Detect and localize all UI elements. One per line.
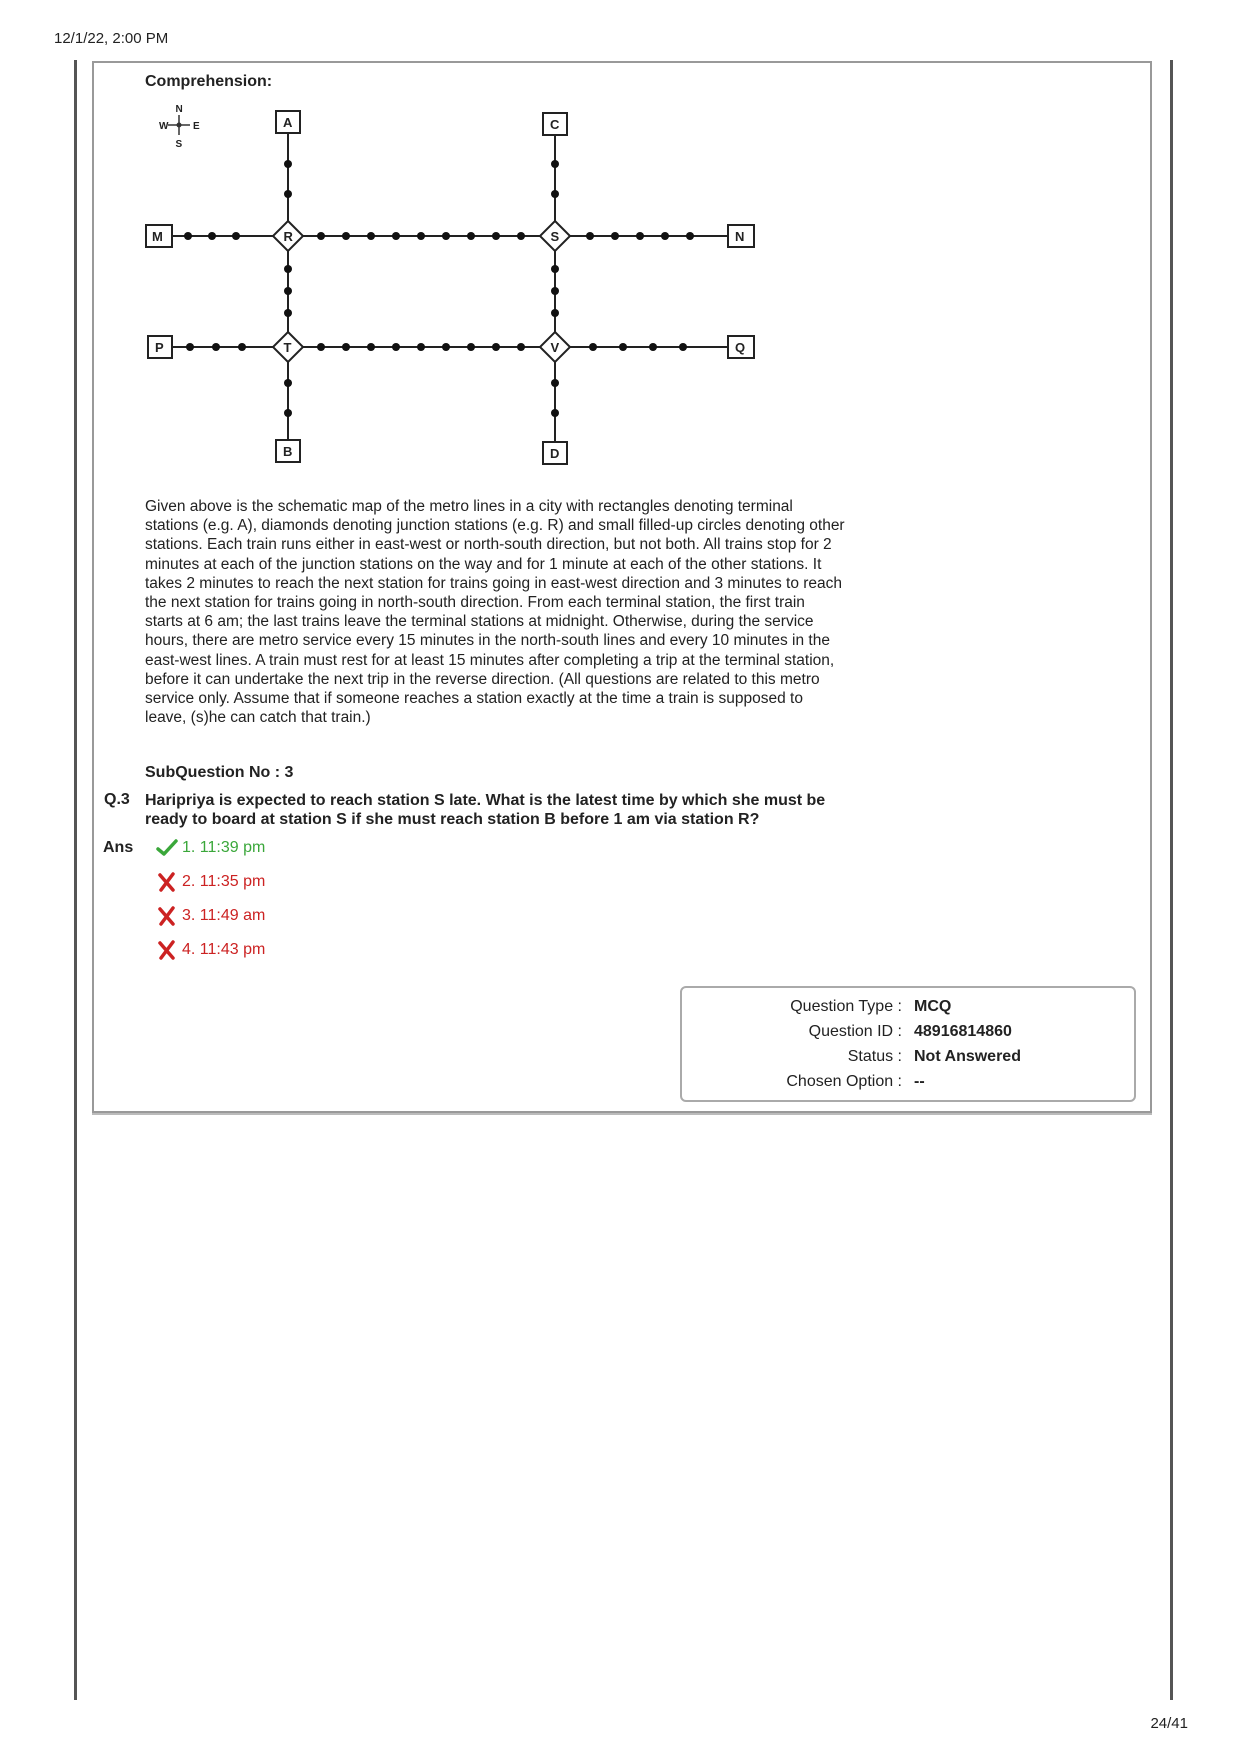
option-1-label: 1. 11:39 pm (182, 839, 266, 856)
info-row-chosen (682, 1073, 1134, 1097)
subquestion-label: SubQuestion No : 3 (145, 764, 294, 781)
check-icon (156, 838, 178, 858)
svg-text:Q: Q (735, 340, 746, 355)
metro-map-diagram (145, 103, 765, 483)
status-value: Not Answered (914, 1048, 1021, 1065)
option-4 (156, 940, 265, 960)
chosen-option-key: Chosen Option : (786, 1073, 902, 1090)
junction-r (273, 221, 303, 251)
comprehension-label: Comprehension: (145, 73, 273, 90)
option-4-label: 4. 11:43 pm (182, 941, 266, 958)
terminal-n (728, 225, 754, 247)
junction-v (540, 332, 570, 362)
question-type-value: MCQ (914, 998, 952, 1015)
svg-text:D: D (550, 446, 560, 461)
info-row-status (682, 1048, 1134, 1072)
cross-icon (156, 940, 178, 960)
left-border-line (74, 60, 77, 1700)
terminal-d (543, 442, 567, 464)
question-number: Q.3 (104, 791, 130, 808)
print-timestamp: 12/1/22, 2:00 PM (54, 30, 169, 47)
compass-e: E (193, 121, 200, 132)
terminal-q (728, 336, 754, 358)
svg-text:T: T (283, 340, 292, 355)
junction-t (273, 332, 303, 362)
option-2 (156, 872, 265, 892)
right-border-line (1170, 60, 1173, 1700)
question-id-key: Question ID : (808, 1023, 902, 1040)
comprehension-passage: Given above is the schematic map of the metro lines in a city with rectangles denoting terminal stations (e.g. A), diamonds denoting junction stations (e.g. R) and small filled-up circles denoting other stations. Each train runs either in east-west or north-south direction, but not both. All trains stop for 2 minutes at each of the junction stations on the way and for 1 minute at each of the other stations. It takes 2 minutes to reach the next station for trains going in east-west direction and 3 minutes to reach the next station for trains going in north-south direction. From each terminal station, the first train starts at 6 am; the last trains leave the terminal stations at midnight. Otherwise, during the service hours, there are metro service every 15 minutes in the north-south lines and every 10 minutes in the east-west lines. A train must rest for at least 15 minutes after completing a trip at the terminal station, before it can undertake the next trip in the reverse direction. (All questions are related to this metro service only. Assume that if someone reaches a station exactly at the time a train is supposed to leave, (s)he can catch that train.) (145, 498, 845, 727)
junction-s (540, 221, 570, 251)
question-id-value: 48916814860 (914, 1023, 1012, 1040)
svg-text:S: S (550, 229, 560, 244)
info-row-id (682, 1023, 1134, 1047)
compass-w: W (159, 121, 169, 132)
status-key: Status : (847, 1048, 902, 1065)
option-2-label: 2. 11:35 pm (182, 873, 266, 890)
svg-text:V: V (550, 340, 560, 355)
terminal-a (276, 111, 300, 133)
svg-text:C: C (550, 117, 560, 132)
info-row-type (682, 998, 1134, 1022)
option-3-label: 3. 11:49 am (182, 907, 266, 924)
option-3 (156, 906, 265, 926)
cross-icon (156, 872, 178, 892)
svg-text:M: M (152, 229, 163, 244)
chosen-option-value: -- (914, 1073, 925, 1090)
terminal-p (148, 336, 172, 358)
page-number: 24/41 (1150, 1715, 1188, 1732)
svg-text:B: B (283, 444, 293, 459)
question-type-key: Question Type : (790, 998, 902, 1015)
compass-s: S (175, 139, 183, 150)
cross-icon (156, 906, 178, 926)
question-text: Haripriya is expected to reach station S late. What is the latest time by which she must be ready to board at station S if she must reach station B before 1 am via station R? (145, 792, 826, 828)
compass-icon (159, 104, 200, 150)
answer-label: Ans (103, 839, 134, 856)
station-dots (184, 160, 694, 417)
svg-text:R: R (283, 229, 293, 244)
terminal-b (276, 440, 300, 462)
question-info-box (680, 986, 1136, 1102)
option-1 (156, 838, 265, 858)
metro-lines (157, 125, 746, 453)
compass-n: N (175, 104, 183, 115)
terminal-m (146, 225, 172, 247)
svg-text:P: P (155, 340, 164, 355)
svg-text:N: N (735, 229, 745, 244)
svg-text:A: A (283, 115, 293, 130)
terminal-c (543, 113, 567, 135)
